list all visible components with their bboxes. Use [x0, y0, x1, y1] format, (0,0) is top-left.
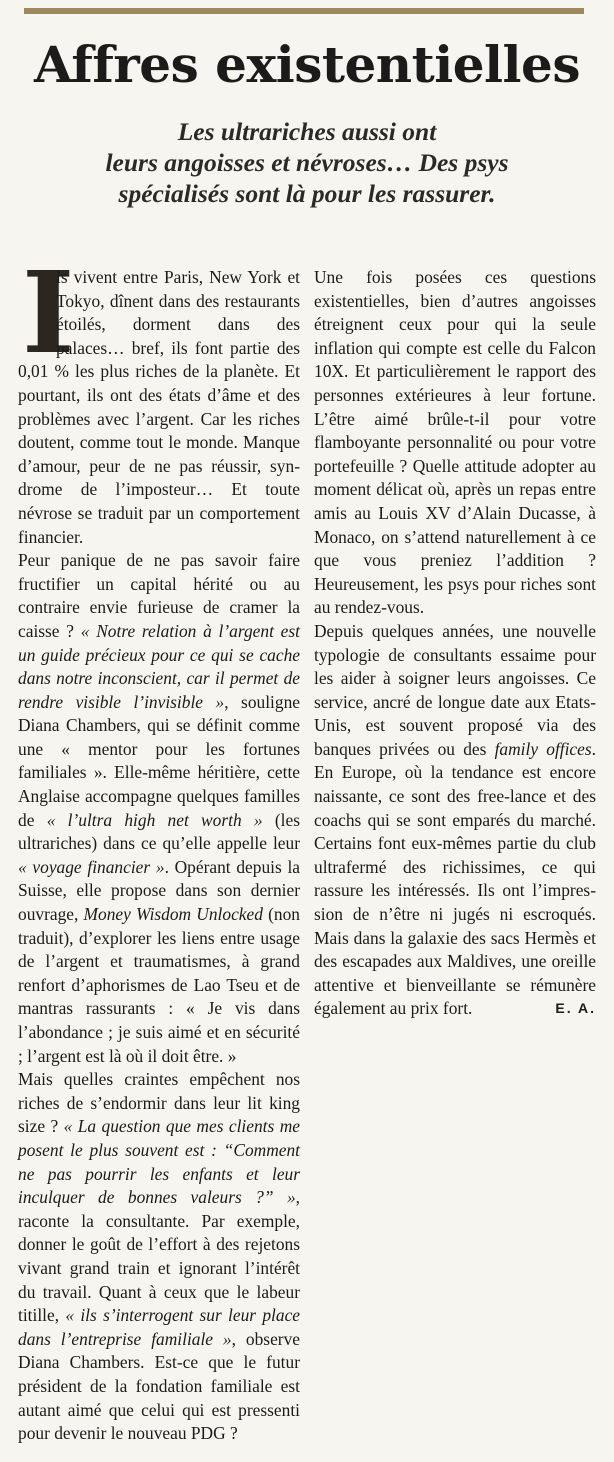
deck — [30, 116, 584, 209]
deck-line-3: spécialisés sont là pour les rassurer. — [118, 179, 496, 208]
article-column-right — [314, 266, 596, 1021]
p3-text-a: Mais quelles craintes empêchent nos riches de s’endormir dans leur lit king size ? — [18, 1069, 300, 1137]
book-title: Money Wisdom Unlocked — [83, 904, 263, 925]
drop-cap: I — [22, 248, 75, 379]
quote-entreprise-familiale: « ils s’interrogent sur leur place dans l’entreprise familiale » — [18, 1305, 301, 1349]
paragraph-1-text: ls vivent entre Paris, New York et Tokyo, dînent dans des restaurants étoilés, dorment dans des palaces… bref, ils font partie des 0,01 % les plus riches de la planète. Et pourtant, ils ont des états d’âme et des problèmes avec l’argent. Car les riches doutent, comme tout le monde. Manque d’amour, peur de ne pas réussir, syndrome de l’imposteur… Et toute névrose se traduit par un comportement financier. — [18, 267, 300, 547]
paragraph-4: Une fois posées ces questions existentielles, bien d’autres angoisses étreignent ceux pour qui la seule inflation qui compte est celle du Falcon 10X. Et particulièrement le rapport des personnes extérieures à leur fortune. L’être aimé brûle-t-il pour votre flamboyante personnalité ou pour votre portefeuille ? Quelle attitude adopter au moment délicat où, après un repas entre amis au Louis XV d’Alain Ducasse, à Monaco, on s’attend naturellement à ce que vous preniez l’addition ? Heureusement, les psys pour riches sont au rendez-vous. — [314, 267, 596, 618]
p2-text-c: (les ultrariches) dans ce qu’elle appelle leur — [18, 809, 301, 854]
p2-text-e: (non traduit), d’explorer les liens entre usage de l’argent et traumatismes, à grand renfort d’aphorismes de Lao Tseu et de mantras rassurants : « Je vis dans l’abondance ; je suis aimé et en sécurité ; l’argent est là où il doit être. » — [18, 904, 300, 1066]
paragraph-5 — [314, 620, 596, 1021]
p2-text-a: Peur panique de ne pas savoir faire fructifier un capital hérité ou au contraire envie furieuse de cramer la caisse ? — [18, 550, 300, 641]
p2-text-d: . Opérant depuis la Suisse, elle propose dans son dernier ouvrage, — [18, 856, 301, 925]
article-column-left — [18, 248, 301, 1446]
p3-text-c: , observe Diana Chambers. Est-ce que le futur président de la fondation familiale est autant aimé que celui qui est pressenti pour devenir le nouveau PDG ? — [18, 1328, 300, 1444]
quote-ultra-high-net-worth: « l’ultra high net worth » — [46, 809, 263, 830]
paragraph-3 — [18, 1068, 300, 1446]
p2-text-b: , souligne Diana Chambers, qui se définit comme une « mentor pour les fortunes familiales ». Elle-même héritière, cette Anglaise accompagne quelques familles de — [18, 691, 300, 830]
p3-text-b: , raconte la consultante. Par exemple, donner le goût de l’effort à des rejetons vivant grand train et ignorant l’intérêt du travail. Quant à ceux que le labeur titille, — [18, 1187, 300, 1326]
p5-text-a: Depuis quelques années, une nouvelle typologie de consultants essaime pour les aider à soigner leurs angoisses. Ce service, ancré de longue date aux Etats-Unis, est souvent proposé via des banques privées ou des — [314, 620, 596, 759]
p5-text-b: . En Europe, où la tendance est encore naissante, ce sont des free-lance et des coachs qui se sont emparés du marché. Certains font eux-mêmes partie du club ultrafermé des richissimes, ce qui rassure les intéressés. Ils ont l’impression de n’être ni jugés ni escroqués. Mais dans la galaxie des sacs Hermès et des escapades aux Maldives, une oreille attentive et bienveillante se rémunère également au prix fort. — [314, 738, 596, 1019]
top-rule — [24, 8, 584, 14]
quote-relation-argent: « Notre relation à l’argent est un guide précieux pour ce qui se cache dans notre inconscient, car il permet de rendre visible l’invisible » — [18, 620, 300, 712]
family-offices-term: family offices — [494, 738, 592, 759]
quote-question-clients: « La question que mes clients me posent le plus souvent est : “Comment ne pas pourrir les enfants et leur inculquer de bonnes valeurs ?” » — [18, 1116, 300, 1208]
paragraph-2 — [18, 549, 300, 1068]
author-signature: E. A. — [555, 1000, 596, 1017]
paragraph-1 — [18, 248, 300, 549]
deck-line-2: leurs angoisses et névroses… Des psys — [105, 148, 509, 177]
deck-line-1: Les ultrariches aussi ont — [177, 117, 437, 146]
quote-voyage-financier: « voyage financier » — [18, 856, 165, 877]
headline: Affres existentielles — [33, 35, 581, 94]
